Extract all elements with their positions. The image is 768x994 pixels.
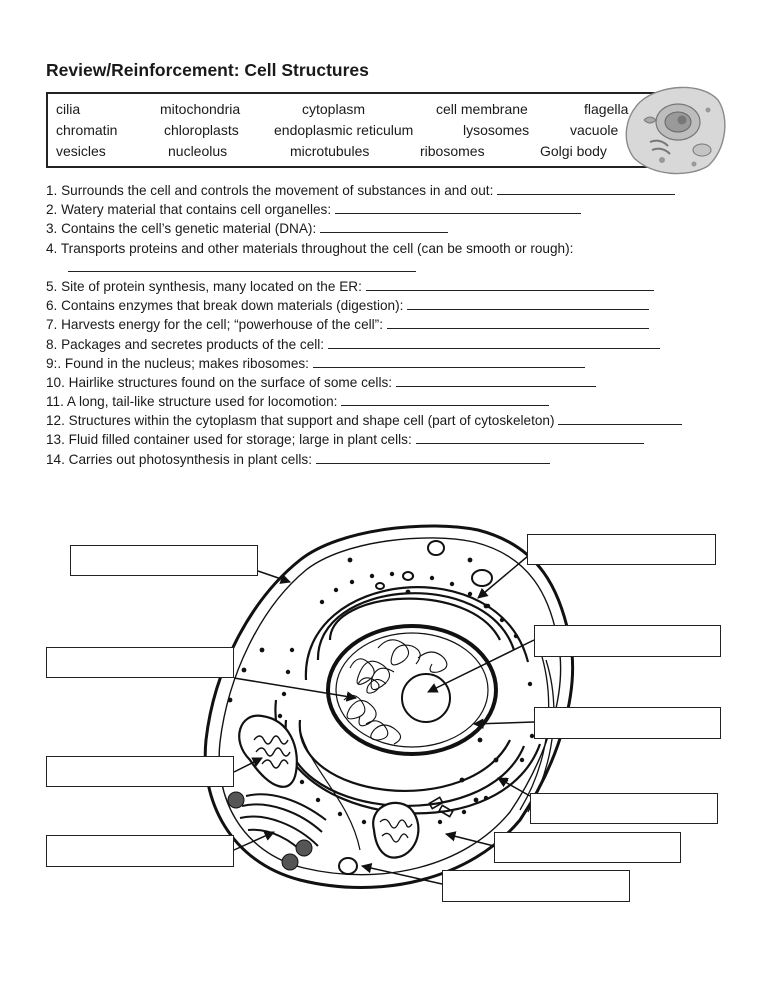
question-item (46, 200, 746, 219)
answer-blank[interactable] (407, 297, 649, 310)
label-box-golgi-body[interactable] (46, 835, 234, 867)
label-box-nucleolus[interactable] (534, 625, 721, 657)
question-item (46, 277, 746, 296)
label-box-cytoplasm[interactable] (530, 793, 718, 824)
question-item (46, 296, 746, 315)
question-item (46, 219, 746, 238)
word-bank-term: mitochondria (160, 101, 241, 117)
cell-thumbnail-image (622, 80, 728, 178)
word-bank-term: cell membrane (436, 101, 528, 117)
label-box-mitochondria[interactable] (46, 756, 234, 787)
question-item (46, 258, 746, 277)
question-text: 10. Hairlike structures found on the surface of some cells: (46, 374, 396, 390)
question-item (46, 392, 746, 411)
nucleolus-shape (402, 674, 450, 722)
question-item (46, 450, 746, 469)
answer-blank[interactable] (341, 393, 549, 406)
answer-blank[interactable] (68, 259, 416, 272)
word-bank-term: vesicles (56, 143, 106, 159)
question-item (46, 335, 746, 354)
label-box-vesicle[interactable] (527, 534, 716, 565)
answer-blank[interactable] (558, 412, 682, 425)
answer-blank[interactable] (320, 220, 448, 233)
question-text: 9:. Found in the nucleus; makes ribosomes: (46, 355, 313, 371)
label-box-cell-membrane[interactable] (70, 545, 258, 576)
label-box-chromatin[interactable] (46, 647, 234, 678)
answer-blank[interactable] (387, 316, 649, 329)
question-item (46, 373, 746, 392)
question-text: 13. Fluid filled container used for storage; large in plant cells: (46, 432, 416, 448)
mitochondrion-shape (373, 803, 418, 858)
answer-blank[interactable] (316, 451, 550, 464)
question-list (46, 181, 746, 469)
answer-blank[interactable] (396, 374, 596, 387)
word-bank-term: endoplasmic reticulum (274, 122, 414, 138)
word-bank-term: Golgi body (540, 143, 607, 159)
answer-blank[interactable] (313, 355, 585, 368)
page-title: Review/Reinforcement: Cell Structures (46, 60, 369, 80)
word-bank-term: flagella (584, 101, 629, 117)
word-bank-term: nucleolus (168, 143, 228, 159)
word-bank-term: chloroplasts (164, 122, 239, 138)
answer-blank[interactable] (328, 336, 660, 349)
question-item (46, 181, 746, 200)
word-bank-term: lysosomes (463, 122, 530, 138)
question-text: 7. Harvests energy for the cell; “powerhouse of the cell”: (46, 317, 387, 333)
word-bank-term: chromatin (56, 122, 118, 138)
question-item (46, 430, 746, 449)
question-text: 11. A long, tail-like structure used for locomotion: (46, 394, 342, 410)
question-text: 8. Packages and secretes products of the cell: (46, 336, 328, 352)
question-item (46, 315, 746, 334)
question-item (46, 239, 746, 258)
question-text: 6. Contains enzymes that break down materials (digestion): (46, 298, 408, 314)
question-text: 2. Watery material that contains cell organelles: (46, 202, 335, 218)
word-bank-term: cilia (56, 101, 81, 117)
label-box-lysosome[interactable] (494, 832, 681, 863)
label-box-vacuole[interactable] (442, 870, 630, 902)
question-text: 14. Carries out photosynthesis in plant cells: (46, 451, 316, 467)
answer-blank[interactable] (335, 201, 581, 214)
question-text: 3. Contains the cell’s genetic material (DNA): (46, 221, 321, 237)
answer-blank[interactable] (366, 278, 654, 291)
word-bank (46, 92, 662, 168)
answer-blank[interactable] (497, 182, 675, 195)
word-bank-term: microtubules (290, 143, 370, 159)
word-bank-term: cytoplasm (302, 101, 366, 117)
question-text: 5. Site of protein synthesis, many located on the ER: (46, 278, 366, 294)
question-text: 4. Transports proteins and other materials throughout the cell (can be smooth or rough): (46, 240, 574, 256)
label-box-endoplasmic-reticulum[interactable] (534, 707, 721, 739)
question-text: 12. Structures within the cytoplasm that support and shape cell (part of cytoskeleton) (46, 413, 559, 429)
word-bank-term: vacuole (570, 122, 619, 138)
answer-blank[interactable] (416, 431, 644, 444)
question-item (46, 354, 746, 373)
word-bank-term: ribosomes (420, 143, 485, 159)
question-text: 1. Surrounds the cell and controls the movement of substances in and out: (46, 183, 498, 198)
question-item (46, 411, 746, 430)
